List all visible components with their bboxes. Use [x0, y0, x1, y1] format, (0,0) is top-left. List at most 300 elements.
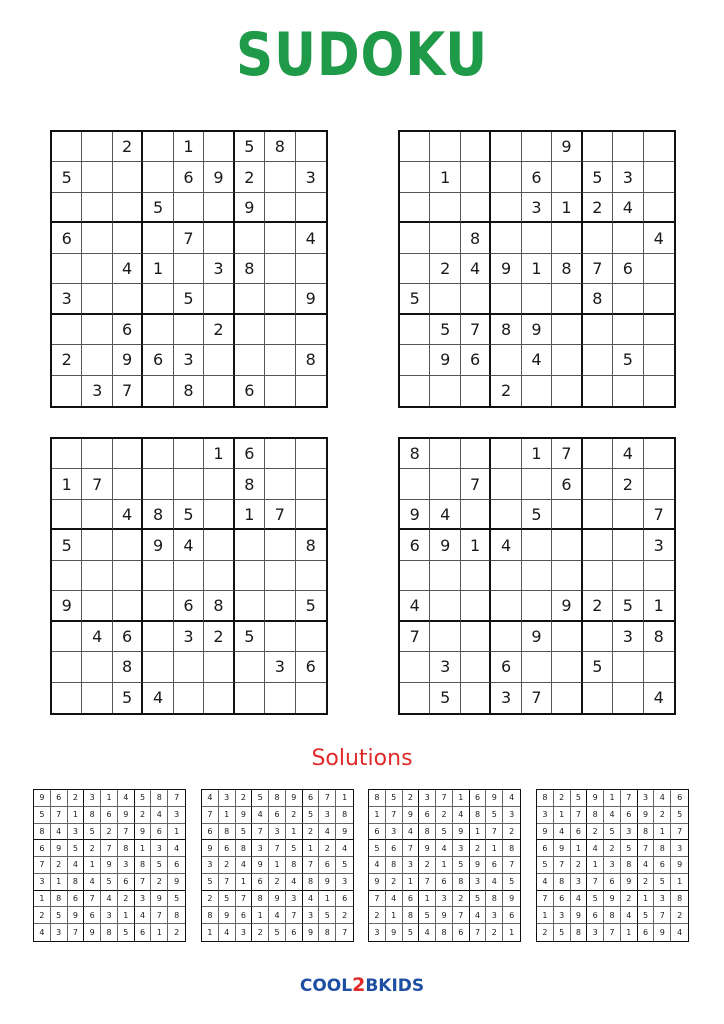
puzzle-cell	[644, 132, 674, 162]
puzzle-cell	[552, 530, 582, 560]
puzzle-cell: 5	[430, 683, 460, 713]
puzzle-cell: 9	[522, 315, 552, 345]
solution-cell: 6	[135, 924, 152, 941]
puzzle-cell: 5	[430, 315, 460, 345]
puzzle-cell: 8	[174, 376, 204, 406]
puzzle-cell	[583, 132, 613, 162]
solution-cell: 5	[151, 857, 168, 874]
puzzle-cell	[400, 683, 430, 713]
puzzle-cell	[143, 376, 173, 406]
solution-cell: 5	[269, 924, 286, 941]
solution-cell: 4	[34, 924, 51, 941]
solution-cell: 2	[621, 891, 638, 908]
puzzle-cell	[461, 622, 491, 652]
solution-cell: 3	[151, 840, 168, 857]
puzzle-cell	[174, 652, 204, 682]
puzzle-cell	[552, 345, 582, 375]
solution-cell: 2	[369, 907, 386, 924]
solution-cell: 7	[470, 924, 487, 941]
solution-cell: 7	[34, 857, 51, 874]
puzzle-cell	[491, 500, 521, 530]
puzzle-cell	[82, 193, 112, 223]
solution-cell: 7	[386, 807, 403, 824]
solution-cell: 9	[587, 790, 604, 807]
puzzle-cell: 9	[552, 132, 582, 162]
puzzle-cell	[82, 530, 112, 560]
solution-cell: 9	[403, 807, 420, 824]
puzzle-cell	[552, 284, 582, 314]
puzzle-cell	[113, 439, 143, 469]
puzzle-cell	[82, 683, 112, 713]
puzzle-cell	[296, 500, 326, 530]
puzzle-cell	[491, 622, 521, 652]
puzzle-cell: 8	[552, 254, 582, 284]
solution-cell: 7	[571, 807, 588, 824]
puzzle-cell	[265, 561, 295, 591]
solution-cell: 7	[554, 857, 571, 874]
puzzle-cell	[430, 591, 460, 621]
puzzle-cell	[265, 530, 295, 560]
solution-cell: 9	[68, 907, 85, 924]
solution-cell: 4	[202, 790, 219, 807]
solution-cell: 2	[286, 807, 303, 824]
solution-cell: 8	[503, 840, 520, 857]
puzzle-cell	[143, 439, 173, 469]
puzzle-cell: 3	[613, 162, 643, 192]
solution-cell: 2	[303, 824, 320, 841]
brand-prefix: COOL	[299, 976, 353, 996]
puzzle-cell	[52, 652, 82, 682]
solution-cell: 7	[51, 807, 68, 824]
puzzle-cell: 8	[235, 469, 265, 499]
puzzle-cell: 6	[235, 376, 265, 406]
puzzle-cell: 6	[400, 530, 430, 560]
solution-cell: 1	[403, 874, 420, 891]
solution-cell: 2	[174, 928, 180, 938]
solution-cell: 7	[604, 924, 621, 941]
solution-cell: 3	[453, 840, 470, 857]
solution-cell: 4	[101, 891, 118, 908]
puzzle-cell: 2	[204, 622, 234, 652]
puzzle-cell: 3	[204, 254, 234, 284]
puzzle-cell: 8	[235, 254, 265, 284]
solution-cell: 7	[654, 907, 671, 924]
puzzle-cell	[82, 223, 112, 253]
puzzle-cell: 8	[204, 591, 234, 621]
solution-cell: 4	[537, 874, 554, 891]
solution-cell: 6	[654, 857, 671, 874]
puzzle-cell	[400, 254, 430, 284]
solution-cell: 7	[252, 824, 269, 841]
solution-cell: 1	[68, 807, 85, 824]
puzzle-cell: 9	[113, 345, 143, 375]
solution-cell: 1	[151, 924, 168, 941]
solution-cell: 3	[604, 857, 621, 874]
solution-cell: 2	[486, 924, 503, 941]
solution-cell: 9	[336, 824, 353, 841]
puzzle-cell	[583, 376, 613, 406]
puzzle-cell	[400, 561, 430, 591]
solution-cell: 4	[286, 874, 303, 891]
puzzle-cell	[461, 376, 491, 406]
solution-cell: 3	[369, 924, 386, 941]
solution-cell: 5	[671, 807, 688, 824]
puzzle-cell: 6	[552, 469, 582, 499]
puzzle-cell: 7	[400, 622, 430, 652]
puzzle-cell	[430, 376, 460, 406]
solution-cell: 3	[671, 840, 688, 857]
solution-cell: 5	[303, 807, 320, 824]
solution-cell: 1	[168, 824, 185, 841]
puzzle-cell	[113, 561, 143, 591]
puzzle-cell: 8	[296, 345, 326, 375]
solution-cell: 6	[118, 874, 135, 891]
puzzle-cell	[644, 439, 674, 469]
solution-cell: 2	[470, 840, 487, 857]
solution-cell: 7	[68, 924, 85, 941]
puzzle-cell: 5	[235, 622, 265, 652]
puzzle-cell	[491, 345, 521, 375]
solution-cell: 8	[286, 857, 303, 874]
puzzle-cell	[204, 132, 234, 162]
puzzle-cell: 9	[491, 254, 521, 284]
puzzle-cell	[491, 193, 521, 223]
solution-cell: 5	[604, 824, 621, 841]
puzzle-cell: 3	[174, 345, 204, 375]
puzzle-cell: 9	[400, 500, 430, 530]
solution-cell: 8	[303, 874, 320, 891]
solution-cell: 7	[286, 907, 303, 924]
solution-cell: 4	[336, 840, 353, 857]
puzzle-cell: 2	[430, 254, 460, 284]
puzzle-cell: 1	[644, 591, 674, 621]
puzzle-grid	[52, 439, 326, 713]
solution-cell: 8	[638, 824, 655, 841]
solution-cell: 3	[336, 874, 353, 891]
solution-4	[536, 789, 689, 942]
solution-cell: 4	[369, 857, 386, 874]
puzzle-cell: 9	[552, 591, 582, 621]
solution-cell: 6	[638, 924, 655, 941]
puzzle-cell	[461, 439, 491, 469]
solution-cell: 1	[236, 874, 253, 891]
puzzle-cell: 7	[174, 223, 204, 253]
solution-cell: 6	[403, 891, 420, 908]
puzzle-cell: 5	[52, 530, 82, 560]
solution-cell: 6	[151, 824, 168, 841]
solution-cell: 7	[587, 874, 604, 891]
puzzle-cell	[552, 315, 582, 345]
puzzle-cell: 8	[143, 500, 173, 530]
puzzle-cell: 2	[583, 193, 613, 223]
puzzle-cell	[235, 683, 265, 713]
solution-cell: 4	[51, 824, 68, 841]
solution-cell: 4	[571, 891, 588, 908]
solution-cell: 4	[68, 857, 85, 874]
puzzle-cell	[296, 439, 326, 469]
solution-cell: 6	[571, 824, 588, 841]
puzzle-cell	[644, 561, 674, 591]
puzzle-4	[398, 437, 676, 715]
solution-cell: 5	[252, 790, 269, 807]
solution-cell: 8	[219, 824, 236, 841]
solution-cell: 3	[135, 891, 152, 908]
solution-cell: 1	[219, 807, 236, 824]
solution-cell: 6	[236, 907, 253, 924]
puzzle-cell	[491, 469, 521, 499]
puzzle-cell	[113, 469, 143, 499]
puzzle-cell: 6	[174, 591, 204, 621]
solution-cell: 4	[453, 807, 470, 824]
puzzle-cell	[296, 376, 326, 406]
solution-cell: 6	[369, 824, 386, 841]
page-title: SUDOKU	[236, 20, 488, 90]
solution-cell: 2	[252, 924, 269, 941]
solution-cell: 3	[571, 874, 588, 891]
solution-cell: 4	[269, 907, 286, 924]
puzzle-cell	[583, 530, 613, 560]
solution-cell: 8	[537, 790, 554, 807]
puzzle-cell	[296, 132, 326, 162]
puzzle-cell	[644, 345, 674, 375]
solution-cell: 9	[503, 891, 520, 908]
puzzle-cell: 8	[113, 652, 143, 682]
puzzle-cell	[174, 439, 204, 469]
solution-cell: 8	[202, 907, 219, 924]
solution-cell: 5	[319, 907, 336, 924]
solution-cell: 1	[671, 874, 688, 891]
puzzle-cell	[400, 193, 430, 223]
puzzle-cell	[204, 345, 234, 375]
solution-cell: 8	[403, 907, 420, 924]
puzzle-cell	[174, 683, 204, 713]
solution-cell: 1	[101, 790, 118, 807]
solution-cell: 3	[654, 891, 671, 908]
solution-cell: 7	[101, 840, 118, 857]
puzzle-cell	[52, 315, 82, 345]
solution-cell: 2	[101, 824, 118, 841]
solution-cell: 2	[671, 907, 688, 924]
puzzle-cell	[174, 469, 204, 499]
puzzle-cell	[52, 683, 82, 713]
solution-cell: 2	[419, 857, 436, 874]
puzzle-cell	[613, 500, 643, 530]
puzzle-cell	[461, 561, 491, 591]
solution-cell: 5	[336, 857, 353, 874]
puzzle-cell	[613, 284, 643, 314]
solution-cell: 2	[453, 891, 470, 908]
solution-cell: 4	[168, 840, 185, 857]
solution-cell: 5	[537, 857, 554, 874]
puzzle-cell	[400, 376, 430, 406]
solution-cell: 4	[638, 857, 655, 874]
solution-cell: 6	[168, 857, 185, 874]
puzzle-cell: 3	[174, 622, 204, 652]
puzzle-cell	[491, 284, 521, 314]
solution-cell: 6	[386, 840, 403, 857]
puzzle-cell	[82, 500, 112, 530]
puzzle-cell	[522, 376, 552, 406]
puzzle-cell	[583, 315, 613, 345]
puzzle-cell	[461, 591, 491, 621]
puzzle-cell	[143, 223, 173, 253]
solution-cell: 7	[436, 790, 453, 807]
solution-cell: 8	[236, 840, 253, 857]
puzzle-cell	[113, 284, 143, 314]
solution-cell: 8	[151, 790, 168, 807]
solution-cell: 6	[202, 824, 219, 841]
brand-logo	[300, 972, 424, 998]
solution-cell: 2	[68, 790, 85, 807]
puzzle-cell	[82, 345, 112, 375]
solution-cell: 9	[453, 824, 470, 841]
puzzle-cell: 4	[296, 223, 326, 253]
solution-cell: 3	[638, 790, 655, 807]
solution-cell: 3	[118, 857, 135, 874]
puzzle-cell: 2	[204, 315, 234, 345]
solution-cell: 2	[236, 790, 253, 807]
puzzle-cell	[296, 561, 326, 591]
solution-cell: 7	[135, 874, 152, 891]
solution-cell: 3	[386, 824, 403, 841]
puzzle-cell: 4	[491, 530, 521, 560]
solution-cell: 4	[252, 807, 269, 824]
puzzle-cell	[235, 284, 265, 314]
solution-cell: 7	[269, 840, 286, 857]
solution-cell: 6	[486, 857, 503, 874]
solution-cell: 4	[604, 807, 621, 824]
puzzle-cell	[583, 622, 613, 652]
solution-cell: 3	[269, 824, 286, 841]
puzzle-cell	[583, 439, 613, 469]
puzzle-cell: 5	[143, 193, 173, 223]
solution-cell: 2	[219, 857, 236, 874]
puzzle-cell: 9	[430, 345, 460, 375]
puzzle-cell: 2	[235, 162, 265, 192]
puzzle-cell	[113, 193, 143, 223]
puzzle-cell	[82, 561, 112, 591]
solution-cell: 6	[604, 874, 621, 891]
solution-cell: 5	[369, 840, 386, 857]
puzzle-cell	[583, 500, 613, 530]
puzzle-cell: 7	[583, 254, 613, 284]
puzzle-cell	[430, 132, 460, 162]
solution-cell: 9	[654, 924, 671, 941]
puzzle-cell	[204, 376, 234, 406]
puzzle-cell	[82, 284, 112, 314]
solution-cell: 3	[84, 790, 101, 807]
puzzle-cell	[522, 591, 552, 621]
solution-cell: 2	[436, 807, 453, 824]
puzzle-cell	[296, 622, 326, 652]
solution-cell: 9	[34, 790, 51, 807]
puzzle-cell	[644, 469, 674, 499]
puzzle-cell: 7	[265, 500, 295, 530]
puzzle-cell	[52, 193, 82, 223]
solution-cell: 7	[419, 874, 436, 891]
solution-cell: 9	[286, 790, 303, 807]
puzzle-cell	[265, 439, 295, 469]
puzzle-cell	[583, 469, 613, 499]
puzzle-cell	[644, 284, 674, 314]
puzzle-cell	[143, 652, 173, 682]
solution-cell: 5	[621, 840, 638, 857]
puzzle-1	[50, 130, 328, 408]
puzzle-cell	[174, 254, 204, 284]
solution-cell: 9	[419, 840, 436, 857]
solution-cell: 6	[503, 907, 520, 924]
puzzle-cell	[143, 162, 173, 192]
puzzle-cell	[400, 315, 430, 345]
puzzle-cell	[204, 652, 234, 682]
solution-cell: 6	[319, 857, 336, 874]
puzzle-cell	[113, 223, 143, 253]
solution-cell: 4	[554, 824, 571, 841]
puzzle-cell	[552, 376, 582, 406]
solution-cell: 9	[369, 874, 386, 891]
puzzle-cell	[461, 193, 491, 223]
solution-cell: 7	[118, 824, 135, 841]
puzzle-cell: 6	[113, 315, 143, 345]
solution-cell: 2	[654, 807, 671, 824]
solution-cell: 9	[202, 840, 219, 857]
solution-cell: 1	[303, 840, 320, 857]
solution-cell: 4	[236, 857, 253, 874]
solution-cell: 8	[84, 807, 101, 824]
puzzle-cell	[583, 223, 613, 253]
puzzle-cell	[265, 345, 295, 375]
solution-cell: 1	[604, 790, 621, 807]
solutions-heading: Solutions	[311, 746, 413, 771]
puzzle-cell: 6	[491, 652, 521, 682]
puzzle-cell	[613, 652, 643, 682]
solution-cell: 4	[436, 840, 453, 857]
solution-cell: 8	[34, 824, 51, 841]
puzzle-cell: 3	[522, 193, 552, 223]
puzzle-cell	[400, 652, 430, 682]
puzzle-cell: 9	[204, 162, 234, 192]
solution-cell: 3	[202, 857, 219, 874]
puzzle-2	[398, 130, 676, 408]
puzzle-cell: 4	[644, 223, 674, 253]
puzzle-cell: 3	[430, 652, 460, 682]
solution-cell: 6	[621, 807, 638, 824]
puzzle-cell	[265, 254, 295, 284]
puzzle-cell: 6	[113, 622, 143, 652]
solution-cell: 5	[470, 891, 487, 908]
solution-cell: 5	[554, 924, 571, 941]
solution-cell: 8	[51, 891, 68, 908]
solution-cell: 1	[319, 891, 336, 908]
solution-cell: 3	[470, 874, 487, 891]
puzzle-cell: 4	[653, 688, 664, 708]
solution-cell: 1	[202, 924, 219, 941]
puzzle-cell	[204, 561, 234, 591]
puzzle-grid	[400, 439, 674, 713]
puzzle-cell	[204, 500, 234, 530]
puzzle-cell: 9	[430, 530, 460, 560]
solution-cell: 4	[403, 824, 420, 841]
solution-cell: 8	[269, 790, 286, 807]
solution-3	[368, 789, 521, 942]
puzzle-cell	[522, 561, 552, 591]
puzzle-cell: 6	[522, 162, 552, 192]
solution-cell: 1	[537, 907, 554, 924]
puzzle-cell	[552, 223, 582, 253]
puzzle-cell	[143, 622, 173, 652]
solution-cell: 1	[509, 928, 515, 938]
puzzle-cell	[522, 132, 552, 162]
